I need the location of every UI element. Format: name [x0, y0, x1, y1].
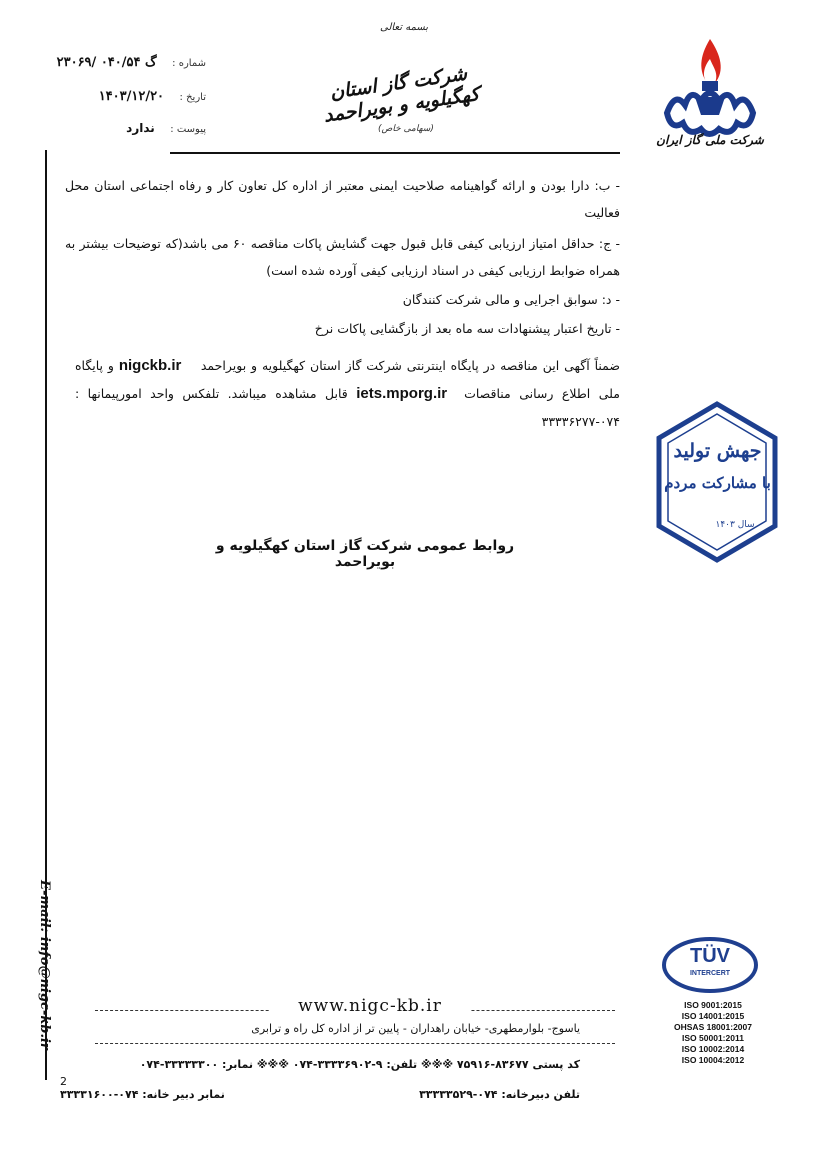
website-iets-link[interactable]: iets.mporg.ir — [356, 385, 448, 402]
website-nigckb-link[interactable]: nigckb.ir — [118, 357, 182, 374]
list-item: - ب: دارا بودن و ارائه گواهینامه صلاحیت ایمنی معتبر از اداره کل تعاون کار و رفاه اجتماعی استان محل فعالیت — [65, 178, 620, 220]
tuv-logo — [660, 935, 760, 995]
company-name: شرکت گاز استان کهگیلویه و بویراحمد — [322, 62, 481, 127]
nigc-logo — [655, 35, 765, 165]
email-vertical — [30, 880, 60, 1080]
iso-item: ISO 50001:2011 — [682, 1033, 744, 1043]
production-leap-seal — [650, 398, 785, 568]
seal-line-2: با مشارکت مردم — [664, 474, 771, 492]
tuv-title: TÜV — [690, 945, 730, 967]
notice-paragraph — [75, 352, 620, 436]
letter-number-row — [57, 55, 206, 70]
page-number: 2 — [60, 1075, 67, 1088]
flame-icon — [655, 35, 765, 145]
secretariat-phone: تلفن دبیرخانه: ۰۷۴-۳۳۳۳۳۵۲۹ — [419, 1088, 580, 1101]
footer-contact: کد پستی ۸۳۶۷۷-۷۵۹۱۶ ※※※ تلفن: ۹-۳۳۳۳۶۹۰۲-۰۷۴ ※※※ نمابر: ۳۳۳۳۳۳۰۰-۰۷۴ — [139, 1058, 580, 1071]
letter-date-row — [99, 89, 206, 104]
footer-address: یاسوج- بلوارمطهری- خیابان راهداران - پایین تر از اداره کل راه و ترابری — [251, 1022, 580, 1035]
attachment-value: ندارد — [126, 121, 155, 135]
attachment-row — [126, 121, 206, 135]
iso-certifications — [668, 1000, 758, 1066]
letter-number-label: شماره : — [172, 58, 206, 69]
footer-website[interactable]: www.nigc-kb.ir — [270, 996, 470, 1016]
email-text[interactable]: E-mail: info@nigc-kb.ir — [37, 880, 52, 1050]
iso-item: ISO 10004:2012 — [681, 1055, 745, 1065]
notice-text-3: قابل مشاهده میباشد. تلفکس واحد امورپیمانها : — [75, 386, 348, 401]
seal-year: سال ۱۴۰۳ — [715, 520, 755, 530]
notice-text-1: ضمناً آگهی این مناقصه در پایگاه اینترنتی شرکت گاز استان کهگیلویه و بویراحمد — [200, 358, 620, 373]
attachment-label: پیوست : — [170, 124, 206, 135]
list-item: - د: سوابق اجرایی و مالی شرکت کنندگان — [402, 292, 620, 307]
letter-date-label: تاریخ : — [179, 92, 206, 103]
list-item: - تاریخ اعتبار پیشنهادات سه ماه بعد از بازگشایی پاکات نرخ — [314, 321, 620, 336]
tuv-subtitle: INTERCERT — [689, 970, 731, 977]
seal-line-1: جهش تولید — [673, 440, 762, 462]
footer-divider-lower — [95, 1043, 615, 1045]
footer-secretariat — [60, 1088, 580, 1101]
notice-text-2: و پایگاه ملی اطلاع رسانی مناقصات — [75, 358, 620, 401]
company-subtitle: (سهامی خاص) — [378, 124, 434, 134]
letter-number-value: گ ۰۴۰/۵۴ /۲۳۰۶۹ — [56, 55, 157, 70]
requirements-list — [65, 172, 620, 342]
nigc-logo-text: شرکت ملی گاز ایران — [656, 133, 764, 147]
signature-line: روابط عمومی شرکت گاز استان کهگیلویه و بویراحمد — [215, 538, 515, 570]
notice-phone: ۰۷۴-۳۳۳۳۶۲۷۷ — [541, 414, 620, 429]
secretariat-fax: نمابر دبیر خانه: ۰۷۴-۳۳۳۳۱۶۰۰ — [60, 1088, 225, 1101]
basmala: بسمه تعالی — [380, 22, 429, 33]
iso-item: ISO 9001:2015 — [684, 1000, 742, 1010]
iso-item: OHSAS 18001:2007 — [674, 1022, 752, 1032]
letter-date-value: ۱۴۰۳/۱۲/۲۰ — [98, 89, 165, 104]
list-item: - ج: حداقل امتیاز ارزیابی کیفی قابل قبول جهت گشایش پاکات مناقصه ۶۰ می باشد(که توضیحات بیشتر به همراه ضوابط ارزیابی کیفی در اسناد ارزیابی کیفی آورده شده است) — [65, 236, 621, 278]
iso-item: ISO 10002:2014 — [681, 1044, 745, 1054]
header-divider — [170, 152, 620, 154]
iso-item: ISO 14001:2015 — [681, 1011, 745, 1021]
